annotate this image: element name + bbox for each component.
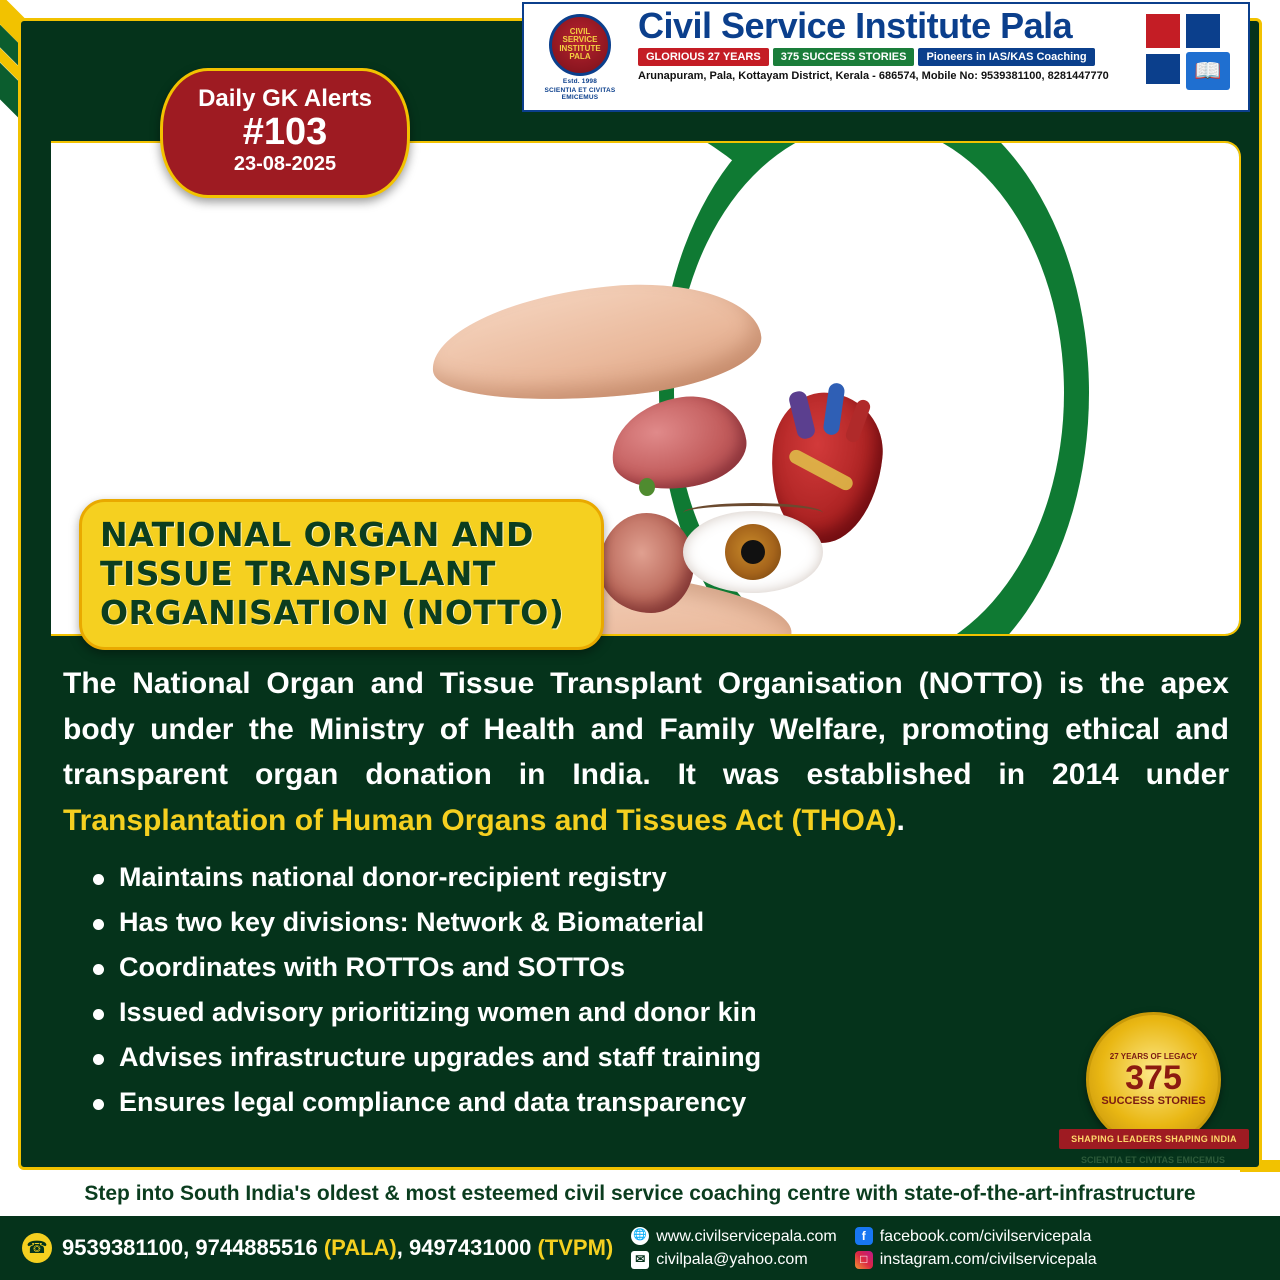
page-title: NATIONAL ORGAN AND TISSUE TRANSPLANT ORGANISATION (NOTTO)	[100, 515, 565, 632]
pupil-shape	[741, 540, 765, 564]
phone-icon: ☎	[22, 1233, 52, 1263]
gk-badge-date: 23-08-2025	[233, 152, 337, 175]
instagram-icon: □	[855, 1251, 873, 1269]
seal-ribbon: SHAPING LEADERS SHAPING INDIA	[1059, 1129, 1249, 1149]
instagram-row[interactable]	[855, 1248, 1097, 1271]
social-contact-block	[855, 1225, 1097, 1271]
badge-success-stories: 375 SUCCESS STORIES	[773, 48, 915, 66]
phone-main: 9539381100, 9744885516	[62, 1235, 324, 1260]
logo-square-blue	[1186, 14, 1220, 48]
list-item: Has two key divisions: Network & Biomaterial	[63, 900, 1229, 945]
mail-icon: ✉	[631, 1251, 649, 1269]
eyelash-icon	[683, 503, 823, 523]
paragraph-text-part1: The National Organ and Tissue Transplant Organisation (NOTTO) is the apex body under the Ministry of Health and Family Welfare, promoting ethical and transparent organ donation in India. It was established in 2014 under	[63, 667, 1229, 792]
web-contact-block	[631, 1225, 837, 1271]
iris-shape	[725, 524, 781, 580]
content-area	[63, 661, 1229, 1125]
list-item: Maintains national donor-recipient registry	[63, 855, 1229, 900]
gk-badge-number: #103	[242, 111, 328, 153]
facebook-handle[interactable]: facebook.com/civilservicepala	[879, 1227, 1092, 1245]
list-item: Issued advisory prioritizing women and donor kin	[63, 990, 1229, 1035]
phone-pala-label: (PALA)	[323, 1235, 397, 1260]
globe-icon: 🌐	[631, 1227, 649, 1245]
email-address[interactable]: civilpala@yahoo.com	[656, 1251, 808, 1268]
phone-numbers	[62, 1235, 613, 1261]
facebook-icon: f	[855, 1227, 873, 1245]
logo-square-red	[1146, 14, 1180, 48]
daily-gk-alert-badge	[160, 68, 410, 198]
success-seal	[1086, 1012, 1221, 1147]
seal-top-text: 27 YEARS OF LEGACY	[1109, 1051, 1198, 1061]
kidney-icon	[599, 513, 694, 613]
institute-badges	[638, 48, 1136, 66]
list-item: Ensures legal compliance and data transparency	[63, 1080, 1229, 1125]
footer-contact-bar	[0, 1216, 1280, 1280]
open-book-icon: 📖	[1186, 52, 1230, 90]
seal-number: 375	[1125, 1058, 1182, 1097]
emblem-icon: CIVIL SERVICE INSTITUTE PALA	[549, 14, 611, 76]
footer-tagline: Step into South India's oldest & most esteemed civil service coaching centre with state-of-the-art-infrastructure	[0, 1172, 1280, 1216]
logo-graphic-blocks	[1140, 4, 1248, 110]
paragraph-highlight: Transplantation of Human Organs and Tissues Act (THOA)	[63, 803, 897, 837]
phone-block	[22, 1233, 613, 1263]
website-url[interactable]: www.civilservicepala.com	[656, 1227, 837, 1245]
paragraph-text-part2: .	[896, 803, 905, 837]
intro-paragraph	[63, 661, 1229, 843]
logo-square-blue-2	[1146, 54, 1180, 84]
phone-tvpm-label: (TVPM)	[537, 1235, 614, 1260]
phone-mid: , 9497431000	[396, 1235, 538, 1260]
badge-pioneers: Pioneers in IAS/KAS Coaching	[918, 48, 1094, 66]
email-row[interactable]	[631, 1248, 837, 1271]
institute-name: Civil Service Institute Pala	[638, 5, 1073, 46]
institute-text-block	[636, 4, 1140, 110]
gk-badge-title: Daily GK Alerts	[198, 85, 372, 112]
website-row[interactable]	[631, 1225, 837, 1248]
emblem-established: Estd. 1998	[562, 77, 598, 85]
institute-emblem	[524, 4, 636, 110]
institute-address: Arunapuram, Pala, Kottayam District, Kerala - 686574, Mobile No: 9539381100, 8281447770	[638, 70, 1109, 82]
instagram-handle[interactable]: instagram.com/civilservicepala	[879, 1251, 1097, 1268]
facebook-row[interactable]	[855, 1225, 1097, 1248]
badge-glorious-years: GLORIOUS 27 YEARS	[638, 48, 769, 66]
gallbladder-icon	[639, 478, 655, 496]
headline-plate	[79, 499, 604, 650]
institute-logo-bar	[522, 2, 1250, 112]
seal-label: SUCCESS STORIES	[1101, 1094, 1206, 1107]
list-item: Coordinates with ROTTOs and SOTTOs	[63, 945, 1229, 990]
eye-icon	[683, 511, 823, 593]
bullet-list	[63, 855, 1229, 1125]
emblem-motto: SCIENTIA ET CIVITAS EMICEMUS	[544, 86, 616, 101]
seal-subtext: SCIENTIA ET CIVITAS EMICEMUS	[1080, 1155, 1225, 1165]
list-item: Advises infrastructure upgrades and staff training	[63, 1035, 1229, 1080]
